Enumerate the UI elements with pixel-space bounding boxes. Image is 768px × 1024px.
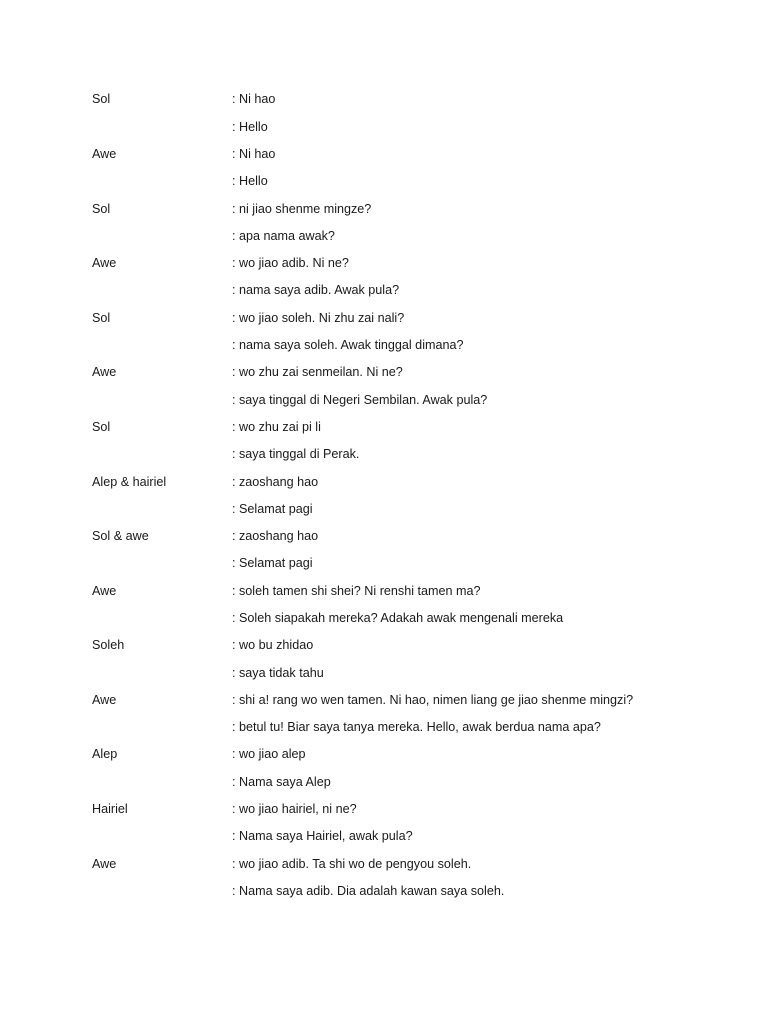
dialogue-line <box>92 850 732 877</box>
dialogue-line <box>92 714 732 741</box>
speaker-name: Sol <box>92 419 111 434</box>
speaker-name: Alep <box>92 747 118 762</box>
dialogue-line <box>92 523 732 550</box>
dialogue-text: : Ni hao <box>232 92 276 107</box>
dialogue-text: : wo jiao adib. Ta shi wo de pengyou soleh. <box>232 856 472 871</box>
dialogue-text: : saya tinggal di Perak. <box>232 447 360 462</box>
dialogue-text: : shi a! rang wo wen tamen. Ni hao, nimen liang ge jiao shenme mingzi? <box>232 692 634 707</box>
dialogue-text: : Soleh siapakah mereka? Adakah awak mengenali mereka <box>232 610 564 625</box>
dialogue-text: : wo jiao soleh. Ni zhu zai nali? <box>232 310 405 325</box>
dialogue-line <box>92 605 732 632</box>
dialogue-line <box>92 332 732 359</box>
dialogue-text: : nama saya soleh. Awak tinggal dimana? <box>232 338 464 353</box>
dialogue-text: : Selamat pagi <box>232 556 313 571</box>
speaker-name: Sol <box>92 201 111 216</box>
speaker-name: Awe <box>92 256 117 271</box>
dialogue-line <box>92 687 732 714</box>
dialogue-text: : nama saya adib. Awak pula? <box>232 283 400 298</box>
dialogue-line <box>92 141 732 168</box>
dialogue-text: : betul tu! Biar saya tanya mereka. Hello, awak berdua nama apa? <box>232 720 601 735</box>
dialogue-text: : zaoshang hao <box>232 474 319 489</box>
dialogue-text: : zaoshang hao <box>232 529 319 544</box>
dialogue-line <box>92 195 732 222</box>
dialogue-line <box>92 359 732 386</box>
dialogue-text: : Nama saya Hairiel, awak pula? <box>232 829 413 844</box>
dialogue-text: : ni jiao shenme mingze? <box>232 201 372 216</box>
speaker-name: Awe <box>92 365 117 380</box>
dialogue-text: : wo jiao alep <box>232 747 306 762</box>
speaker-name: Sol & awe <box>92 529 149 544</box>
dialogue-line <box>92 414 732 441</box>
dialogue-transcript <box>92 86 732 905</box>
speaker-name: Awe <box>92 146 117 161</box>
speaker-name: Sol <box>92 92 111 107</box>
dialogue-text: : wo zhu zai pi li <box>232 419 321 434</box>
dialogue-line <box>92 277 732 304</box>
dialogue-line <box>92 468 732 495</box>
speaker-name: Awe <box>92 692 117 707</box>
dialogue-text: : saya tidak tahu <box>232 665 324 680</box>
dialogue-line <box>92 304 732 331</box>
dialogue-text: : wo zhu zai senmeilan. Ni ne? <box>232 365 403 380</box>
dialogue-text: : Nama saya Alep <box>232 774 331 789</box>
dialogue-line <box>92 823 732 850</box>
dialogue-text: : soleh tamen shi shei? Ni renshi tamen ma? <box>232 583 481 598</box>
speaker-name: Awe <box>92 856 117 871</box>
dialogue-line <box>92 386 732 413</box>
dialogue-line <box>92 222 732 249</box>
dialogue-text: : Hello <box>232 119 268 134</box>
dialogue-line <box>92 577 732 604</box>
dialogue-line <box>92 441 732 468</box>
dialogue-line <box>92 550 732 577</box>
speaker-name: Awe <box>92 583 117 598</box>
dialogue-line <box>92 878 732 905</box>
dialogue-text: : saya tinggal di Negeri Sembilan. Awak pula? <box>232 392 488 407</box>
dialogue-line <box>92 796 732 823</box>
dialogue-line <box>92 113 732 140</box>
speaker-name: Alep & hairiel <box>92 474 167 489</box>
speaker-name: Hairiel <box>92 802 128 817</box>
speaker-name: Soleh <box>92 638 125 653</box>
dialogue-line <box>92 741 732 768</box>
dialogue-text: : Hello <box>232 174 268 189</box>
dialogue-line <box>92 632 732 659</box>
dialogue-text: : wo jiao adib. Ni ne? <box>232 256 349 271</box>
dialogue-line <box>92 495 732 522</box>
dialogue-text: : apa nama awak? <box>232 228 335 243</box>
dialogue-text: : wo bu zhidao <box>232 638 314 653</box>
dialogue-text: : Nama saya adib. Dia adalah kawan saya soleh. <box>232 883 505 898</box>
speaker-name: Sol <box>92 310 111 325</box>
dialogue-line <box>92 168 732 195</box>
dialogue-line <box>92 86 732 113</box>
dialogue-line <box>92 659 732 686</box>
dialogue-line <box>92 250 732 277</box>
dialogue-text: : Ni hao <box>232 146 276 161</box>
dialogue-text: : Selamat pagi <box>232 501 313 516</box>
dialogue-text: : wo jiao hairiel, ni ne? <box>232 802 357 817</box>
dialogue-line <box>92 768 732 795</box>
